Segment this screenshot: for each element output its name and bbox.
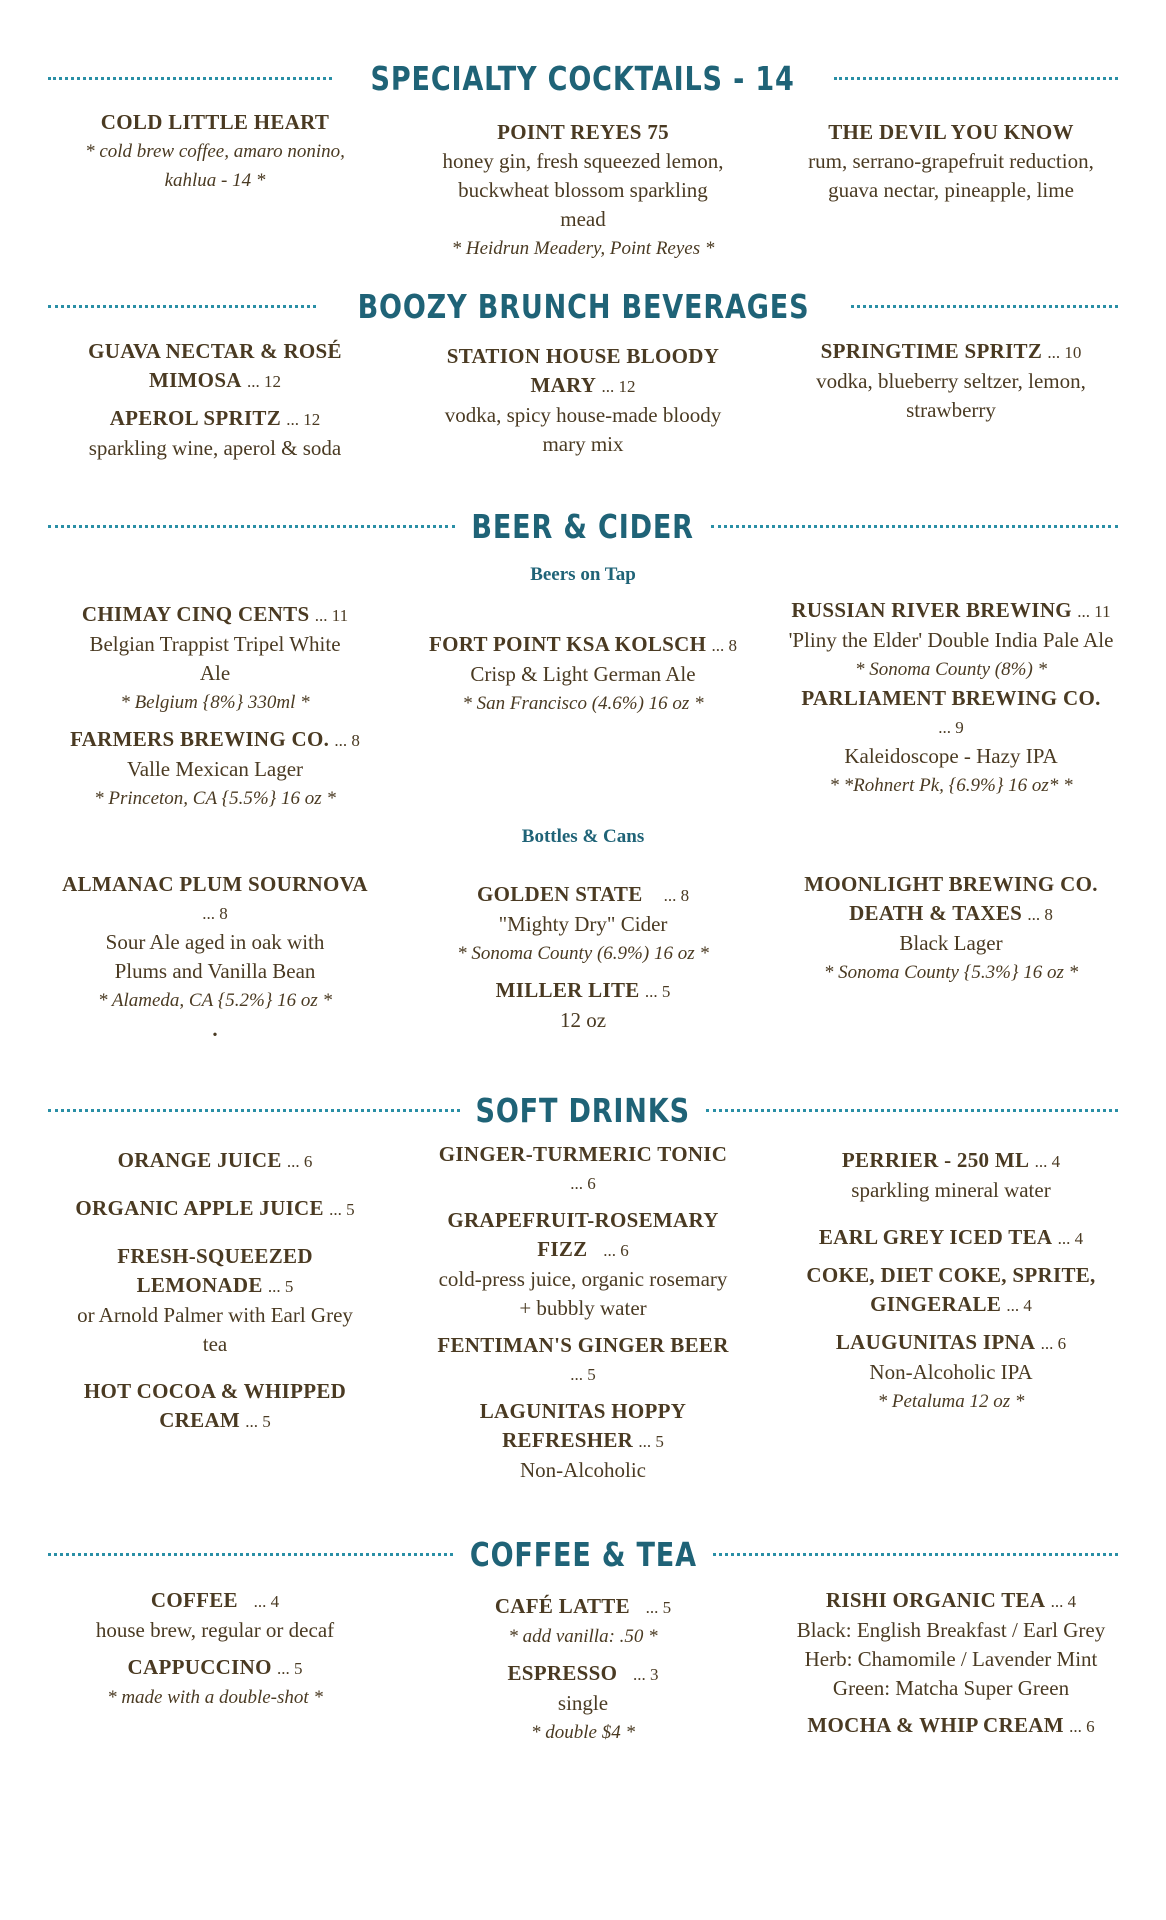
item-description: strawberry [906, 398, 996, 422]
item-name: GINGERALE [870, 1292, 1002, 1316]
item-description: tea [202, 1332, 228, 1356]
menu-item-golden-state [398, 880, 768, 968]
menu-column [766, 596, 1136, 800]
item-description: Non-Alcoholic IPA [869, 1360, 1033, 1384]
item-note: * cold brew coffee, amaro nonino, [85, 141, 345, 162]
item-note: * Petaluma 12 oz * [877, 1391, 1025, 1412]
menu-item-parliament-brewing [766, 684, 1136, 800]
item-price: ... 4 [1034, 1152, 1061, 1171]
item-price: ... 12 [247, 372, 282, 391]
menu-item-espresso [398, 1659, 768, 1747]
dotted-divider [48, 525, 455, 528]
item-price: ... 5 [245, 1412, 271, 1431]
menu-item-cappuccino [30, 1653, 400, 1712]
item-note: * Sonoma County (8%) * [854, 659, 1048, 680]
item-name: RUSSIAN RIVER BREWING [791, 598, 1072, 622]
item-name: RISHI ORGANIC TEA [825, 1588, 1046, 1612]
item-price: ... 6 [570, 1174, 596, 1193]
item-name: FENTIMAN'S GINGER BEER [437, 1333, 729, 1357]
item-description: Kaleidoscope - Hazy IPA [844, 744, 1058, 768]
item-description: sparkling wine, aperol & soda [88, 436, 342, 460]
dotted-divider [48, 77, 332, 80]
dotted-divider [706, 1109, 1118, 1112]
item-price: ... 5 [329, 1200, 355, 1219]
menu-item-lagunitas-refresher [398, 1397, 768, 1485]
section-title: COFFEE & TEA [469, 1534, 697, 1574]
item-name: EARL GREY ICED TEA [818, 1225, 1053, 1249]
item-price: ... 8 [663, 886, 690, 905]
item-description: Black Lager [899, 931, 1003, 955]
menu-column [30, 870, 400, 1044]
item-name: GINGER-TURMERIC TONIC [438, 1142, 728, 1166]
item-price: ... 10 [1047, 343, 1082, 362]
item-note: * San Francisco (4.6%) 16 oz * [462, 693, 704, 714]
item-name: CHIMAY CINQ CENTS [81, 602, 310, 626]
item-name: APEROL SPRITZ [109, 406, 282, 430]
menu-column [398, 880, 768, 1035]
item-name: COKE, DIET COKE, SPRITE, [806, 1263, 1096, 1287]
item-price: ... 8 [334, 731, 360, 750]
menu-column [398, 342, 768, 459]
item-note: * Princeton, CA {5.5%} 16 oz * [94, 788, 336, 809]
dotted-divider [711, 525, 1118, 528]
menu-column [766, 870, 1136, 987]
menu-column [30, 1586, 400, 1712]
item-description: Black: English Breakfast / Earl Grey [796, 1618, 1106, 1642]
menu-item-devil-you-know [766, 118, 1136, 205]
menu-item-perrier [766, 1146, 1136, 1205]
item-name: CREAM [159, 1408, 241, 1432]
menu-item-ginger-turmeric-tonic [398, 1140, 768, 1198]
item-name: LAGUNITAS HOPPY [479, 1399, 687, 1423]
item-price: ... 8 [711, 636, 738, 655]
dotted-divider [851, 305, 1119, 308]
section-title: SPECIALTY COCKTAILS - 14 [370, 58, 796, 98]
menu-item-orange-juice [30, 1146, 400, 1176]
item-note: * double $4 * [531, 1722, 635, 1743]
dotted-divider [48, 1109, 460, 1112]
item-description: single [557, 1691, 609, 1715]
item-note: * Alameda, CA {5.2%} 16 oz * [97, 990, 333, 1011]
item-note: kahlua - 14 * [164, 170, 266, 191]
menu-item-hot-cocoa [30, 1377, 400, 1436]
menu-item-rishi-tea [766, 1586, 1136, 1703]
menu-column [766, 1146, 1136, 1416]
menu-item-springtime-spritz [766, 337, 1136, 425]
item-name: FIZZ [537, 1237, 588, 1261]
item-price: ... 5 [638, 1432, 664, 1451]
item-name: MILLER LITE [495, 978, 640, 1002]
item-price: ... 8 [202, 904, 228, 923]
item-price: ... 6 [1040, 1334, 1067, 1353]
dotted-divider [48, 305, 316, 308]
item-description: Crisp & Light German Ale [470, 662, 696, 686]
item-name: THE DEVIL YOU KNOW [828, 120, 1074, 144]
stray-dot: . [212, 1017, 218, 1041]
item-description: Plums and Vanilla Bean [114, 959, 316, 983]
menu-column [398, 1592, 768, 1747]
item-name: STATION HOUSE BLOODY [446, 344, 720, 368]
item-description: 12 oz [559, 1008, 607, 1032]
item-description: vodka, blueberry seltzer, lemon, [816, 369, 1086, 393]
item-price: ... 12 [601, 377, 636, 396]
item-description: rum, serrano-grapefruit reduction, [808, 149, 1094, 173]
dotted-divider [834, 77, 1118, 80]
item-name: FRESH-SQUEEZED [117, 1244, 313, 1268]
item-name: ORGANIC APPLE JUICE [75, 1196, 324, 1220]
item-name: LEMONADE [136, 1273, 263, 1297]
item-note: * made with a double-shot * [107, 1687, 323, 1708]
item-name: GUAVA NECTAR & ROSÉ [88, 339, 342, 363]
item-description: Belgian Trappist Tripel White [89, 632, 341, 656]
menu-column [398, 1140, 768, 1485]
menu-item-farmers-brewing [30, 725, 400, 813]
menu-item-coffee [30, 1586, 400, 1645]
item-name: CAFÉ LATTE [494, 1594, 630, 1618]
menu-item-russian-river [766, 596, 1136, 684]
item-description: Valle Mexican Lager [126, 757, 304, 781]
menu-item-fentimans [398, 1331, 768, 1389]
item-name: CAPPUCCINO [127, 1655, 272, 1679]
item-name: ESPRESSO [507, 1661, 618, 1685]
menu-item-miller-lite [398, 976, 768, 1035]
section-header-cocktails [48, 58, 1118, 98]
item-name: ALMANAC PLUM SOURNOVA [62, 872, 368, 896]
item-description: house brew, regular or decaf [95, 1618, 335, 1642]
menu-column [766, 118, 1136, 205]
item-description: buckwheat blossom sparkling [458, 178, 708, 202]
section-title: SOFT DRINKS [475, 1090, 691, 1130]
item-description: Green: Matcha Super Green [832, 1676, 1070, 1700]
menu-item-mocha [766, 1711, 1136, 1741]
item-description: Sour Ale aged in oak with [105, 930, 325, 954]
menu-column [30, 108, 400, 195]
menu-item-point-reyes-75 [398, 118, 768, 263]
item-price: ... 6 [603, 1241, 629, 1260]
item-price: ... 5 [267, 1277, 294, 1296]
item-price: ... 4 [1050, 1592, 1077, 1611]
subheading-beers-on-tap: Beers on Tap [530, 564, 636, 585]
subheading-bottles-cans: Bottles & Cans [521, 826, 645, 847]
item-note: * Sonoma County {5.3%} 16 oz * [823, 962, 1079, 983]
menu-item-earl-grey-iced-tea [766, 1223, 1136, 1253]
section-header-soft-drinks [48, 1090, 1118, 1130]
item-price: ... 6 [1069, 1717, 1095, 1736]
item-name: DEATH & TAXES [849, 901, 1023, 925]
item-name: ORANGE JUICE [117, 1148, 282, 1172]
item-price: ... 5 [645, 1598, 672, 1617]
menu-item-cold-little-heart [30, 108, 400, 195]
item-price: ... 8 [1027, 905, 1053, 924]
item-note: * *Rohnert Pk, {6.9%} 16 oz* * [829, 775, 1073, 796]
dotted-divider [48, 1553, 453, 1556]
item-name: FORT POINT KSA KOLSCH [428, 632, 707, 656]
item-name: GRAPEFRUIT-ROSEMARY [447, 1208, 719, 1232]
item-description: + bubbly water [519, 1296, 647, 1320]
menu-column [398, 630, 768, 718]
menu-column [398, 118, 768, 263]
section-header-beer [48, 506, 1118, 546]
menu-item-fort-point-kolsch [398, 630, 768, 718]
item-description: mead [560, 207, 606, 231]
item-price: ... 12 [286, 410, 321, 429]
item-name: REFRESHER [502, 1428, 634, 1452]
item-description: vodka, spicy house-made bloody [444, 403, 722, 427]
item-name: LAUGUNITAS IPNA [835, 1330, 1036, 1354]
item-description: Herb: Chamomile / Lavender Mint [804, 1647, 1098, 1671]
item-price: ... 11 [314, 606, 349, 625]
item-name: MIMOSA [148, 368, 242, 392]
menu-column [30, 600, 400, 813]
section-header-coffee-tea [48, 1534, 1118, 1574]
item-price: ... 6 [286, 1152, 313, 1171]
menu-item-sodas [766, 1261, 1136, 1320]
item-note: * Heidrun Meadery, Point Reyes * [451, 238, 715, 259]
item-note: * Sonoma County (6.9%) 16 oz * [457, 943, 709, 964]
menu-column [30, 1146, 400, 1436]
item-price: ... 4 [1057, 1229, 1084, 1248]
menu-column [30, 337, 400, 463]
item-price: ... 3 [633, 1665, 659, 1684]
item-description: or Arnold Palmer with Earl Grey [77, 1303, 353, 1327]
item-name: MARY [530, 373, 597, 397]
item-description: mary mix [542, 432, 624, 456]
item-note: * add vanilla: .50 * [508, 1626, 658, 1647]
menu-item-bloody-mary [398, 342, 768, 459]
item-name: HOT COCOA & WHIPPED [83, 1379, 347, 1403]
menu-column [766, 337, 1136, 425]
item-description: 'Pliny the Elder' Double India Pale Ale [788, 628, 1114, 652]
item-price: ... 5 [570, 1365, 596, 1384]
item-price: ... 5 [644, 982, 671, 1001]
dotted-divider [713, 1553, 1118, 1556]
item-description: Ale [199, 661, 231, 685]
section-title: BEER & CIDER [471, 506, 695, 546]
item-price: ... 9 [938, 718, 964, 737]
item-description: guava nectar, pineapple, lime [828, 178, 1074, 202]
section-title: BOOZY BRUNCH BEVERAGES [357, 286, 809, 326]
item-price: ... 5 [276, 1659, 303, 1678]
menu-item-lemonade [30, 1242, 400, 1359]
item-name: MOONLIGHT BREWING CO. [804, 872, 1098, 896]
item-name: PERRIER - 250 ML [841, 1148, 1030, 1172]
item-name: PARLIAMENT BREWING CO. [801, 686, 1101, 710]
item-description: sparkling mineral water [851, 1178, 1051, 1202]
item-description: honey gin, fresh squeezed lemon, [442, 149, 724, 173]
menu-item-moonlight [766, 870, 1136, 987]
item-note: * Belgium {8%} 330ml * [120, 692, 310, 713]
item-description: "Mighty Dry" Cider [498, 912, 668, 936]
item-name: SPRINGTIME SPRITZ [820, 339, 1043, 363]
menu-item-chimay [30, 600, 400, 717]
menu-item-grapefruit-fizz [398, 1206, 768, 1323]
menu-column [766, 1586, 1136, 1741]
item-name: COLD LITTLE HEART [100, 110, 330, 134]
menu-item-apple-juice [30, 1194, 400, 1224]
item-description: cold-press juice, organic rosemary [438, 1267, 728, 1291]
menu-item-cafe-latte [398, 1592, 768, 1651]
item-price: ... 4 [253, 1592, 280, 1611]
item-description: Non-Alcoholic [520, 1458, 646, 1482]
item-name: FARMERS BREWING CO. [70, 727, 330, 751]
item-price: ... 11 [1077, 602, 1111, 621]
menu-item-ipna [766, 1328, 1136, 1416]
item-name: MOCHA & WHIP CREAM [807, 1713, 1064, 1737]
section-header-brunch [48, 286, 1118, 326]
menu-item-aperol-spritz [30, 404, 400, 463]
item-name: POINT REYES 75 [497, 120, 669, 144]
menu-item-almanac [30, 870, 400, 1044]
item-name: GOLDEN STATE [476, 882, 643, 906]
item-price: ... 4 [1006, 1296, 1032, 1315]
menu-item-guava-mimosa [30, 337, 400, 396]
item-name: COFFEE [150, 1588, 238, 1612]
